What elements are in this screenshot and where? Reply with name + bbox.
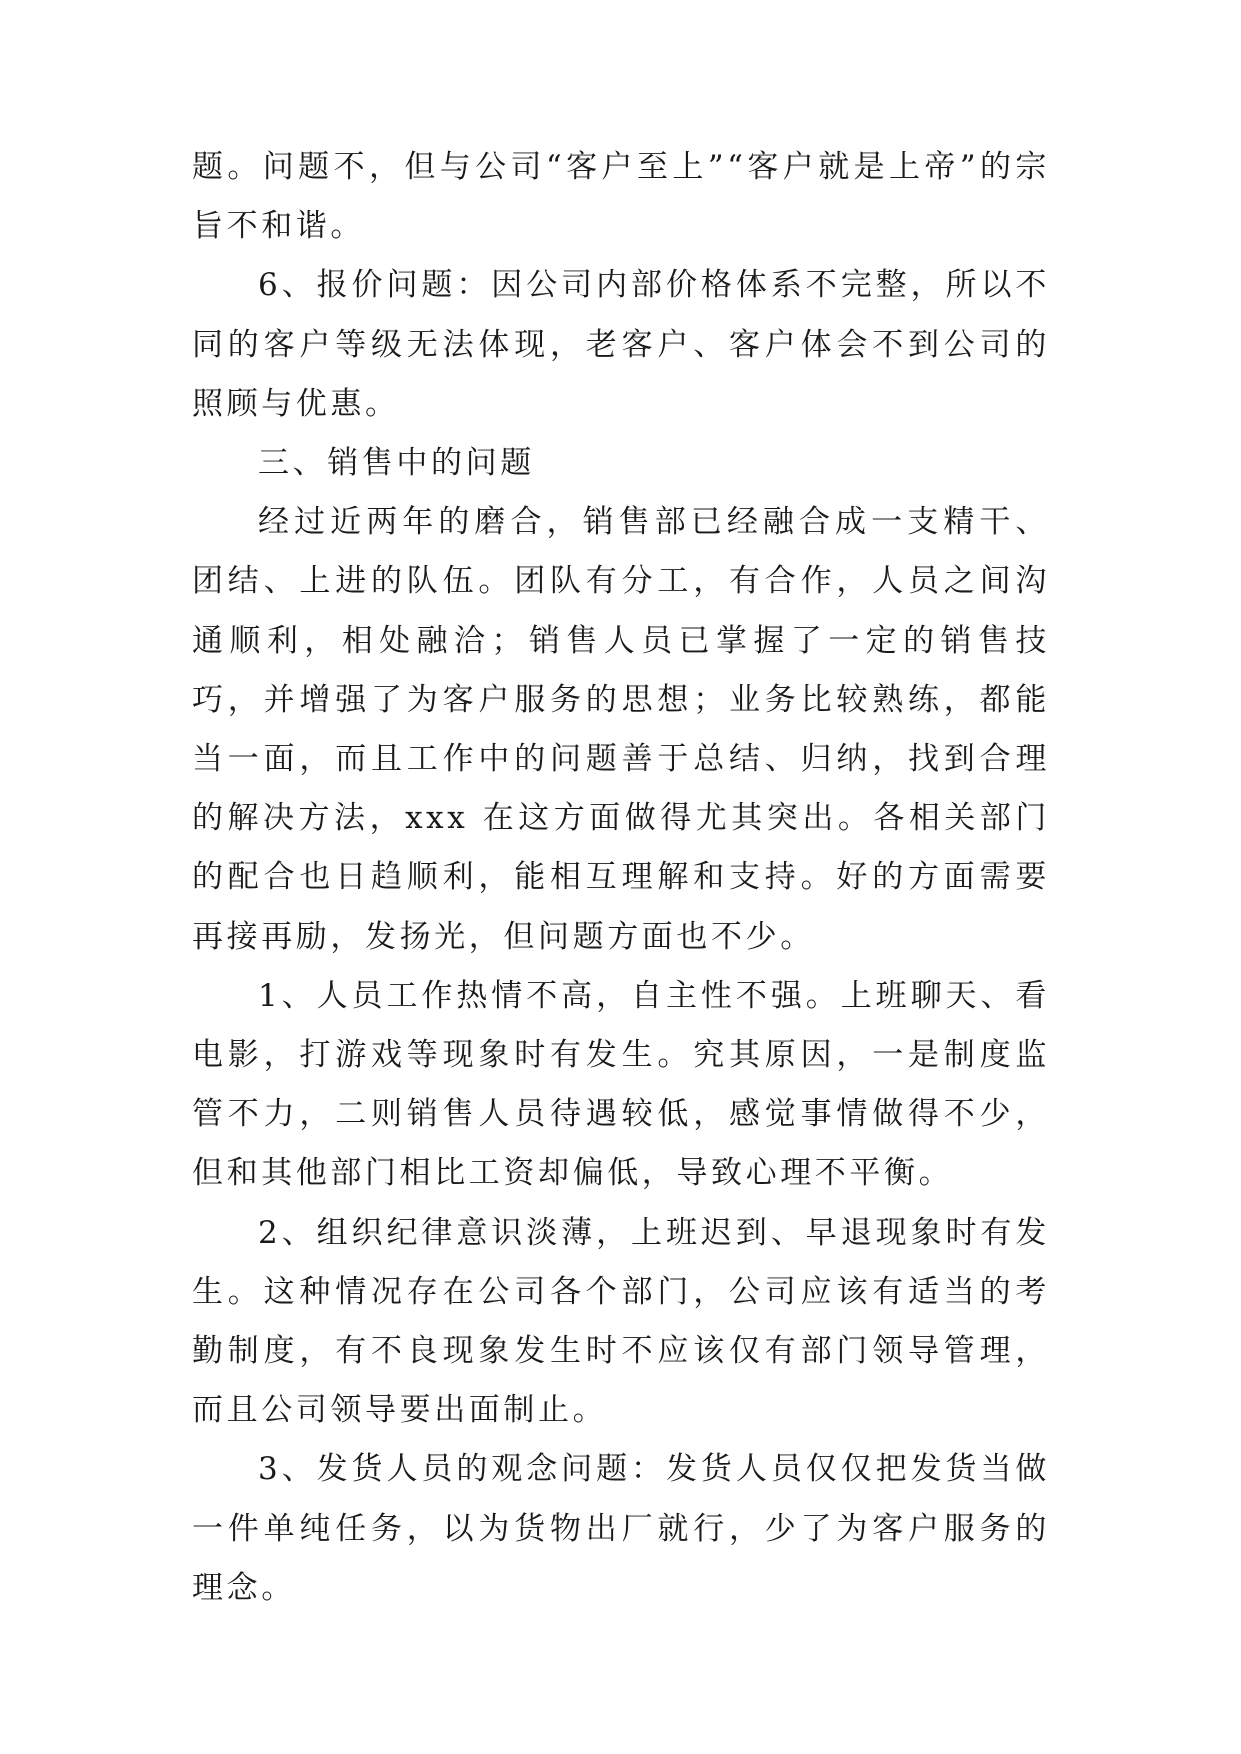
paragraph-sales-team: 经过近两年的磨合，销售部已经融合成一支精干、团结、上进的队伍。团队有分工，有合作，人员之间沟通顺利，相处融洽；销售人员已掌握了一定的销售技巧，并增强了为客户服务的思想；业务比较熟练，都能当一面，而且工作中的问题善于总结、归纳，找到合理的解决方法，xxx 在这方面做得尤其突出。各相关部门的配合也日趋顺利，能相互理解和支持。好的方面需要再接再励，发扬光，但问题方面也不少。 [192, 504, 1050, 955]
paragraph-continuation: 题。问题不，但与公司“客户至上”“客户就是上帝”的宗旨不和谐。 [192, 149, 1050, 245]
paragraph-item-3: 3、发货人员的观念问题：发货人员仅仅把发货当做一件单纯任务，以为货物出厂就行，少了为客户服务的理念。 [192, 1451, 1050, 1606]
paragraph-item-1: 1、人员工作热情不高，自主性不强。上班聊天、看电影，打游戏等现象时有发生。究其原因，一是制度监管不力，二则销售人员待遇较低，感觉事情做得不少，但和其他部门相比工资却偏低，导致心理不平衡。 [192, 977, 1050, 1192]
section-heading-sales-issues: 三、销售中的问题 [258, 445, 535, 482]
paragraph-item-2: 2、组织纪律意识淡薄，上班迟到、早退现象时有发生。这种情况存在公司各个部门，公司应该有适当的考勤制度，有不良现象发生时不应该仅有部门领导管理，而且公司领导要出面制止。 [192, 1214, 1050, 1429]
document-page [192, 138, 1050, 1618]
paragraph-quote-issue: 6、报价问题：因公司内部价格体系不完整，所以不同的客户等级无法体现，老客户、客户体会不到公司的照顾与优惠。 [192, 267, 1050, 422]
